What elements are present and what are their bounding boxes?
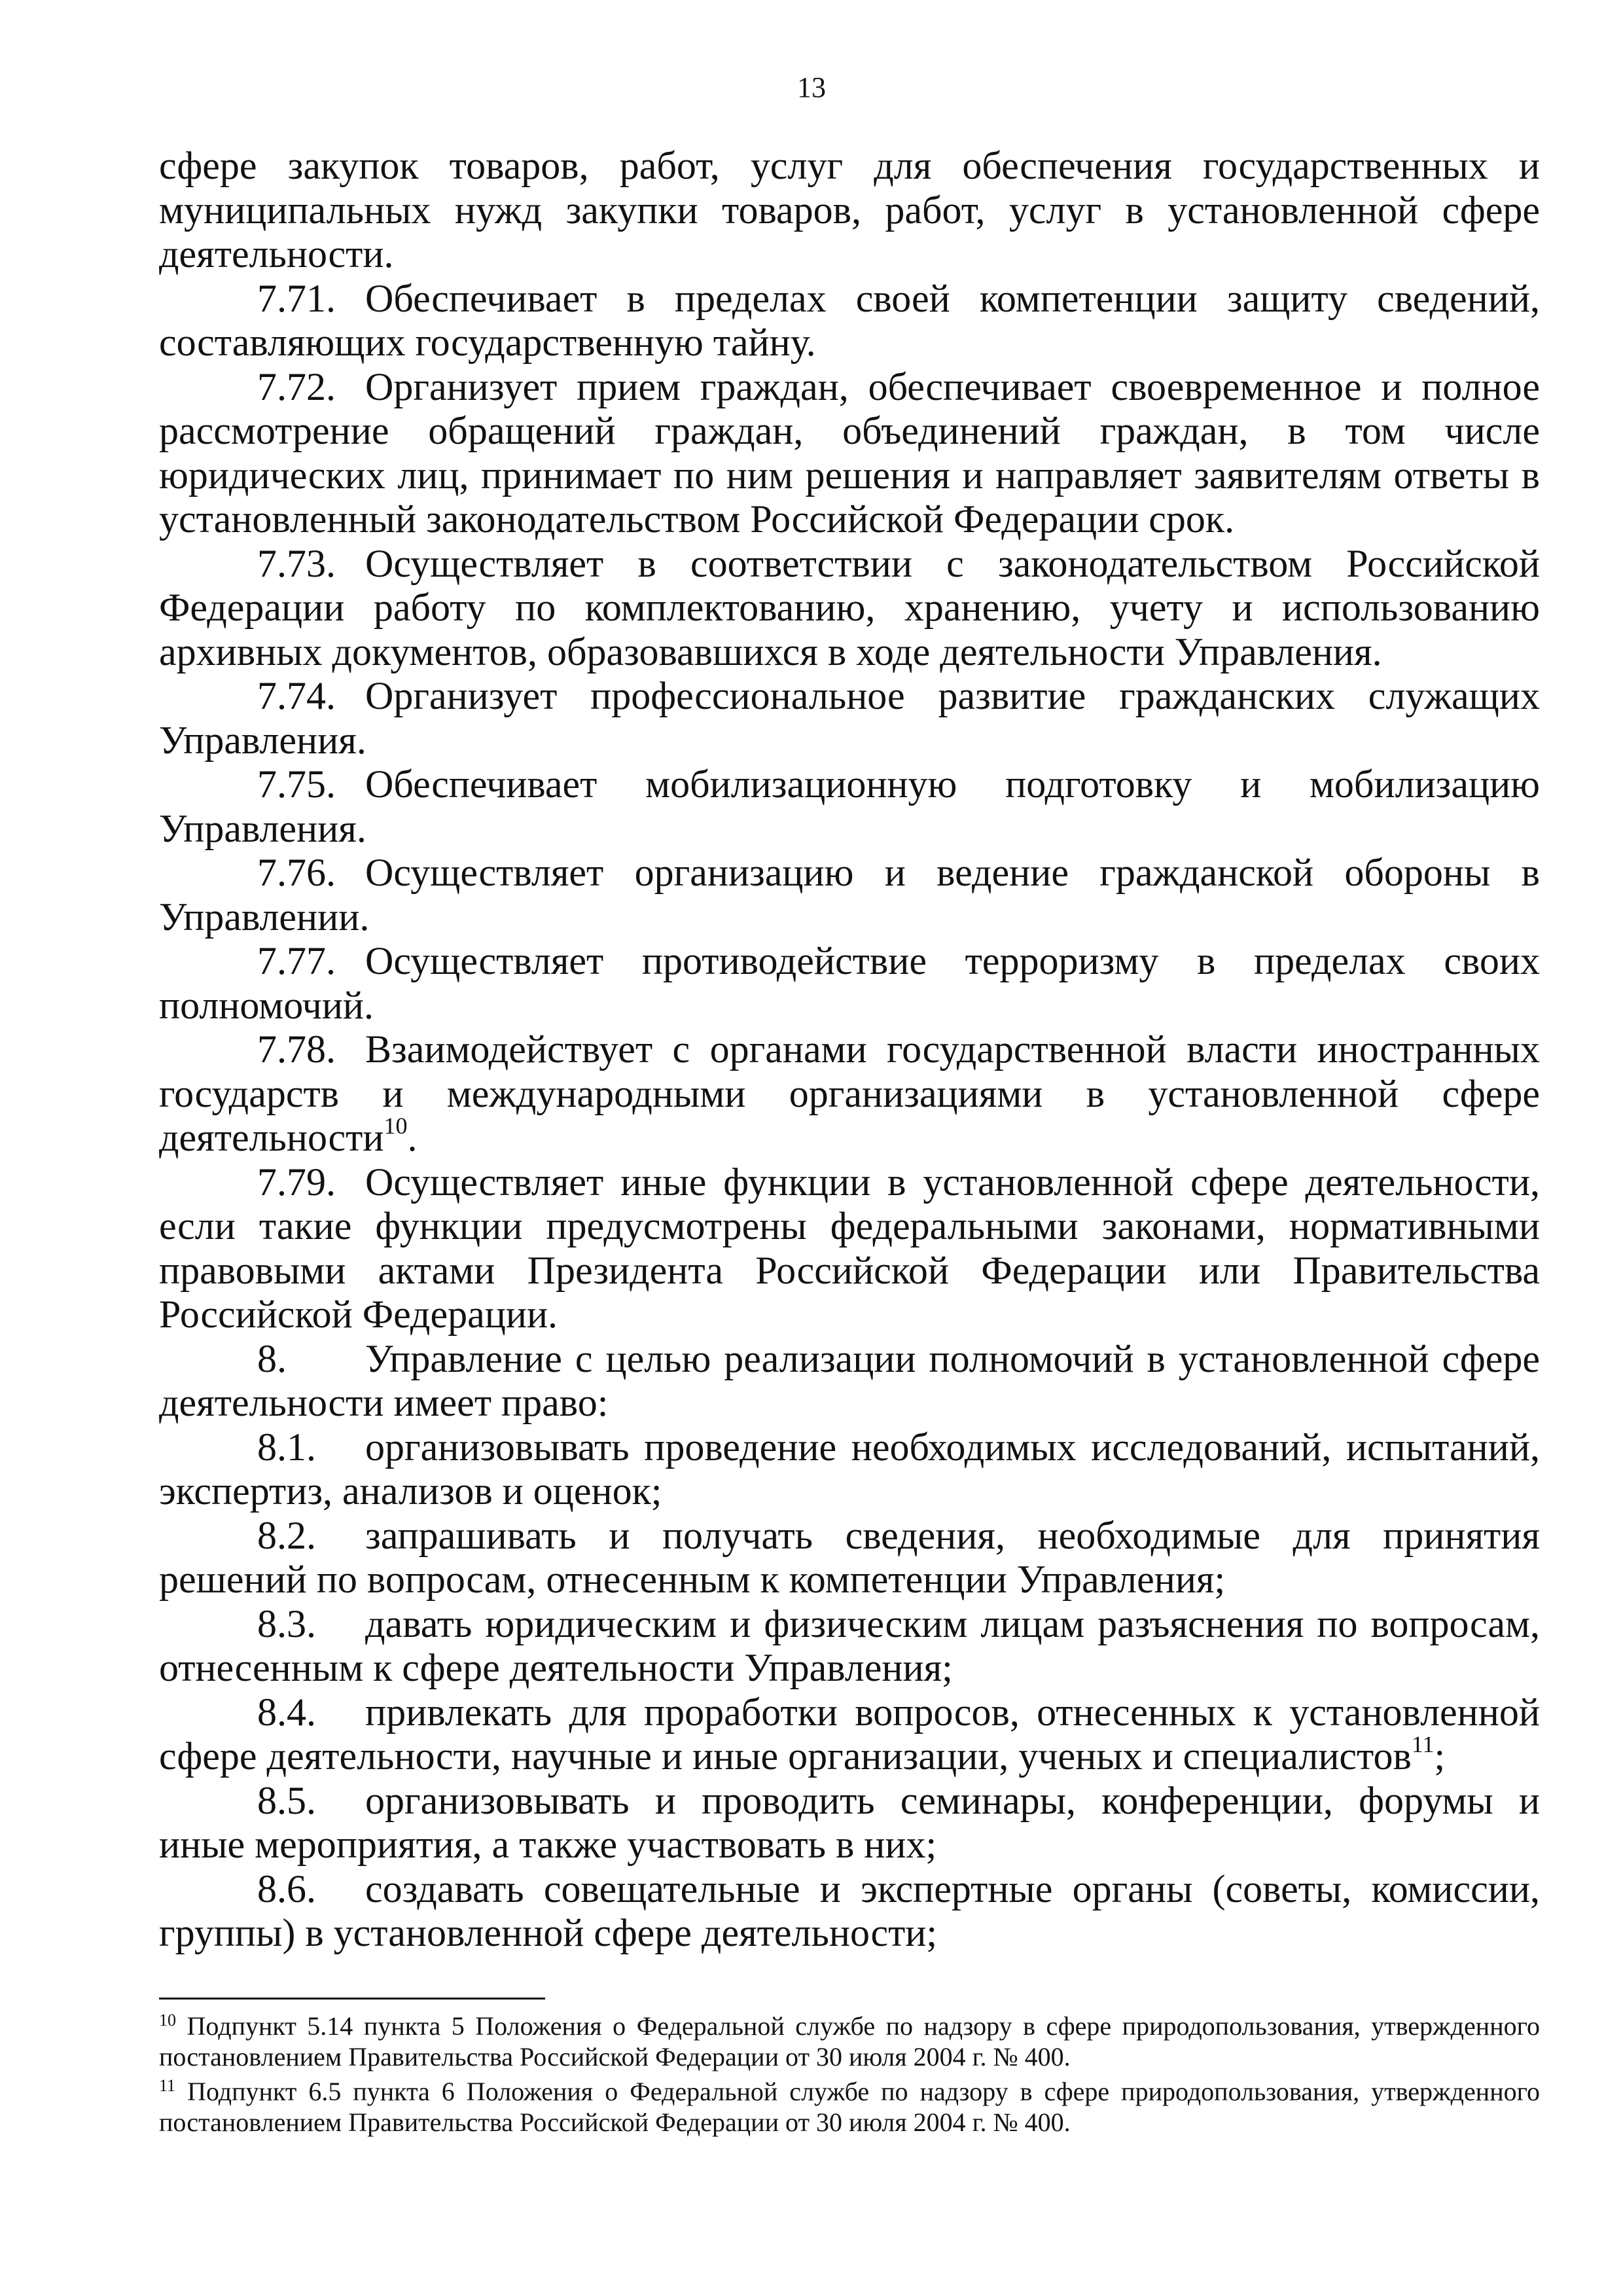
item-8-6	[159, 1867, 1540, 1956]
item-text: запрашивать и получать сведения, необходимые для принятия решений по вопросам, отнесенным к компетенции Управления;	[159, 1513, 1540, 1601]
item-8-5	[159, 1779, 1540, 1867]
item-8	[159, 1337, 1540, 1426]
item-7-75	[159, 762, 1540, 851]
item-text: Обеспечивает в пределах своей компетенции защиту сведений, составляющих государственную тайну.	[159, 276, 1540, 364]
item-number: 8.6.	[257, 1867, 316, 1910]
item-text: Организует прием граждан, обеспечивает своевременное и полное рассмотрение обращений граждан, объединений граждан, в том числе юридических лиц, принимает по ним решения и направляет заявителям ответы в установленный законодательством Российской Федерации срок.	[159, 365, 1540, 541]
item-number: 8.	[257, 1336, 287, 1380]
item-number: 7.73.	[257, 541, 336, 585]
item-7-74	[159, 674, 1540, 762]
item-text: Организует профессиональное развитие гражданских служащих Управления.	[159, 674, 1540, 762]
footnote-ref-10: 10	[383, 1113, 408, 1139]
item-number: 7.76.	[257, 851, 336, 894]
item-7-78	[159, 1028, 1540, 1160]
item-7-77	[159, 939, 1540, 1028]
page-number: 13	[797, 71, 826, 103]
item-8-1	[159, 1426, 1540, 1514]
item-text: привлекать для проработки вопросов, отнесенных к установленной сфере деятельности, научные и иные организации, ученых и специалистов	[159, 1690, 1540, 1778]
footnote-mark: 10	[159, 2011, 176, 2030]
item-tail: ;	[1434, 1734, 1446, 1778]
item-number: 7.78.	[257, 1028, 336, 1071]
item-8-4	[159, 1691, 1540, 1779]
item-text: Осуществляет иные функции в установленной сфере деятельности, если такие функции предусмотрены федеральными законами, нормативными правовыми актами Президента Российской Федерации или Правительства Российской Федерации.	[159, 1160, 1540, 1336]
item-7-72	[159, 365, 1540, 542]
item-number: 7.77.	[257, 939, 336, 982]
item-number: 8.5.	[257, 1778, 316, 1822]
item-number: 8.4.	[257, 1690, 316, 1734]
item-text: создавать совещательные и экспертные органы (советы, комиссии, группы) в установленной сфере деятельности;	[159, 1867, 1540, 1954]
item-text: организовывать и проводить семинары, конференции, форумы и иные мероприятия, а также участвовать в них;	[159, 1778, 1540, 1866]
item-number: 7.74.	[257, 674, 336, 717]
item-8-2	[159, 1514, 1540, 1602]
item-tail: .	[407, 1116, 418, 1159]
footnotes	[159, 2011, 1540, 2142]
item-7-73	[159, 542, 1540, 675]
document-body	[159, 144, 1540, 1956]
item-number: 8.3.	[257, 1602, 316, 1645]
item-number: 7.75.	[257, 762, 336, 806]
item-7-71	[159, 277, 1540, 365]
item-text: Осуществляет в соответствии с законодательством Российской Федерации работу по комплектованию, хранению, учету и использованию архивных документов, образовавшихся в ходе деятельности Управления.	[159, 541, 1540, 673]
footnote-text: Подпункт 6.5 пункта 6 Положения о Федеральной службе по надзору в сфере природопользования, утвержденного постановлением Правительства Российской Федерации от 30 июля 2004 г. № 400.	[159, 2077, 1541, 2137]
footnote-mark: 11	[159, 2076, 176, 2095]
item-text: Осуществляет организацию и ведение гражданской обороны в Управлении.	[159, 851, 1540, 939]
item-text: Осуществляет противодействие терроризму в пределах своих полномочий.	[159, 939, 1540, 1027]
item-text: Взаимодействует с органами государственной власти иностранных государств и международными организациями в установленной сфере деятельности	[159, 1028, 1540, 1159]
item-text: Обеспечивает мобилизационную подготовку и мобилизацию Управления.	[159, 762, 1540, 850]
item-number: 8.2.	[257, 1513, 316, 1557]
footnote-separator	[159, 1998, 545, 2000]
item-number: 7.71.	[257, 276, 336, 320]
intro-paragraph: сфере закупок товаров, работ, услуг для обеспечения государственных и муниципальных нужд закупки товаров, работ, услуг в установленной сфере деятельности.	[159, 144, 1540, 276]
item-text: Управление с целью реализации полномочий в установленной сфере деятельности имеет право:	[159, 1336, 1540, 1424]
footnote-11	[159, 2076, 1540, 2138]
footnote-text: Подпункт 5.14 пункта 5 Положения о Федеральной службе по надзору в сфере природопользования, утвержденного постановлением Правительства Российской Федерации от 30 июля 2004 г. № 400.	[159, 2011, 1541, 2072]
item-8-3	[159, 1602, 1540, 1691]
item-text: давать юридическим и физическим лицам разъяснения по вопросам, отнесенным к сфере деятельности Управления;	[159, 1602, 1540, 1689]
item-text: организовывать проведение необходимых исследований, испытаний, экспертиз, анализов и оценок;	[159, 1425, 1540, 1513]
item-number: 8.1.	[257, 1425, 316, 1469]
item-7-76	[159, 851, 1540, 939]
footnote-ref-11: 11	[1411, 1731, 1435, 1757]
item-number: 7.79.	[257, 1160, 336, 1204]
item-7-79	[159, 1160, 1540, 1337]
footnote-10	[159, 2011, 1540, 2072]
item-number: 7.72.	[257, 365, 336, 408]
